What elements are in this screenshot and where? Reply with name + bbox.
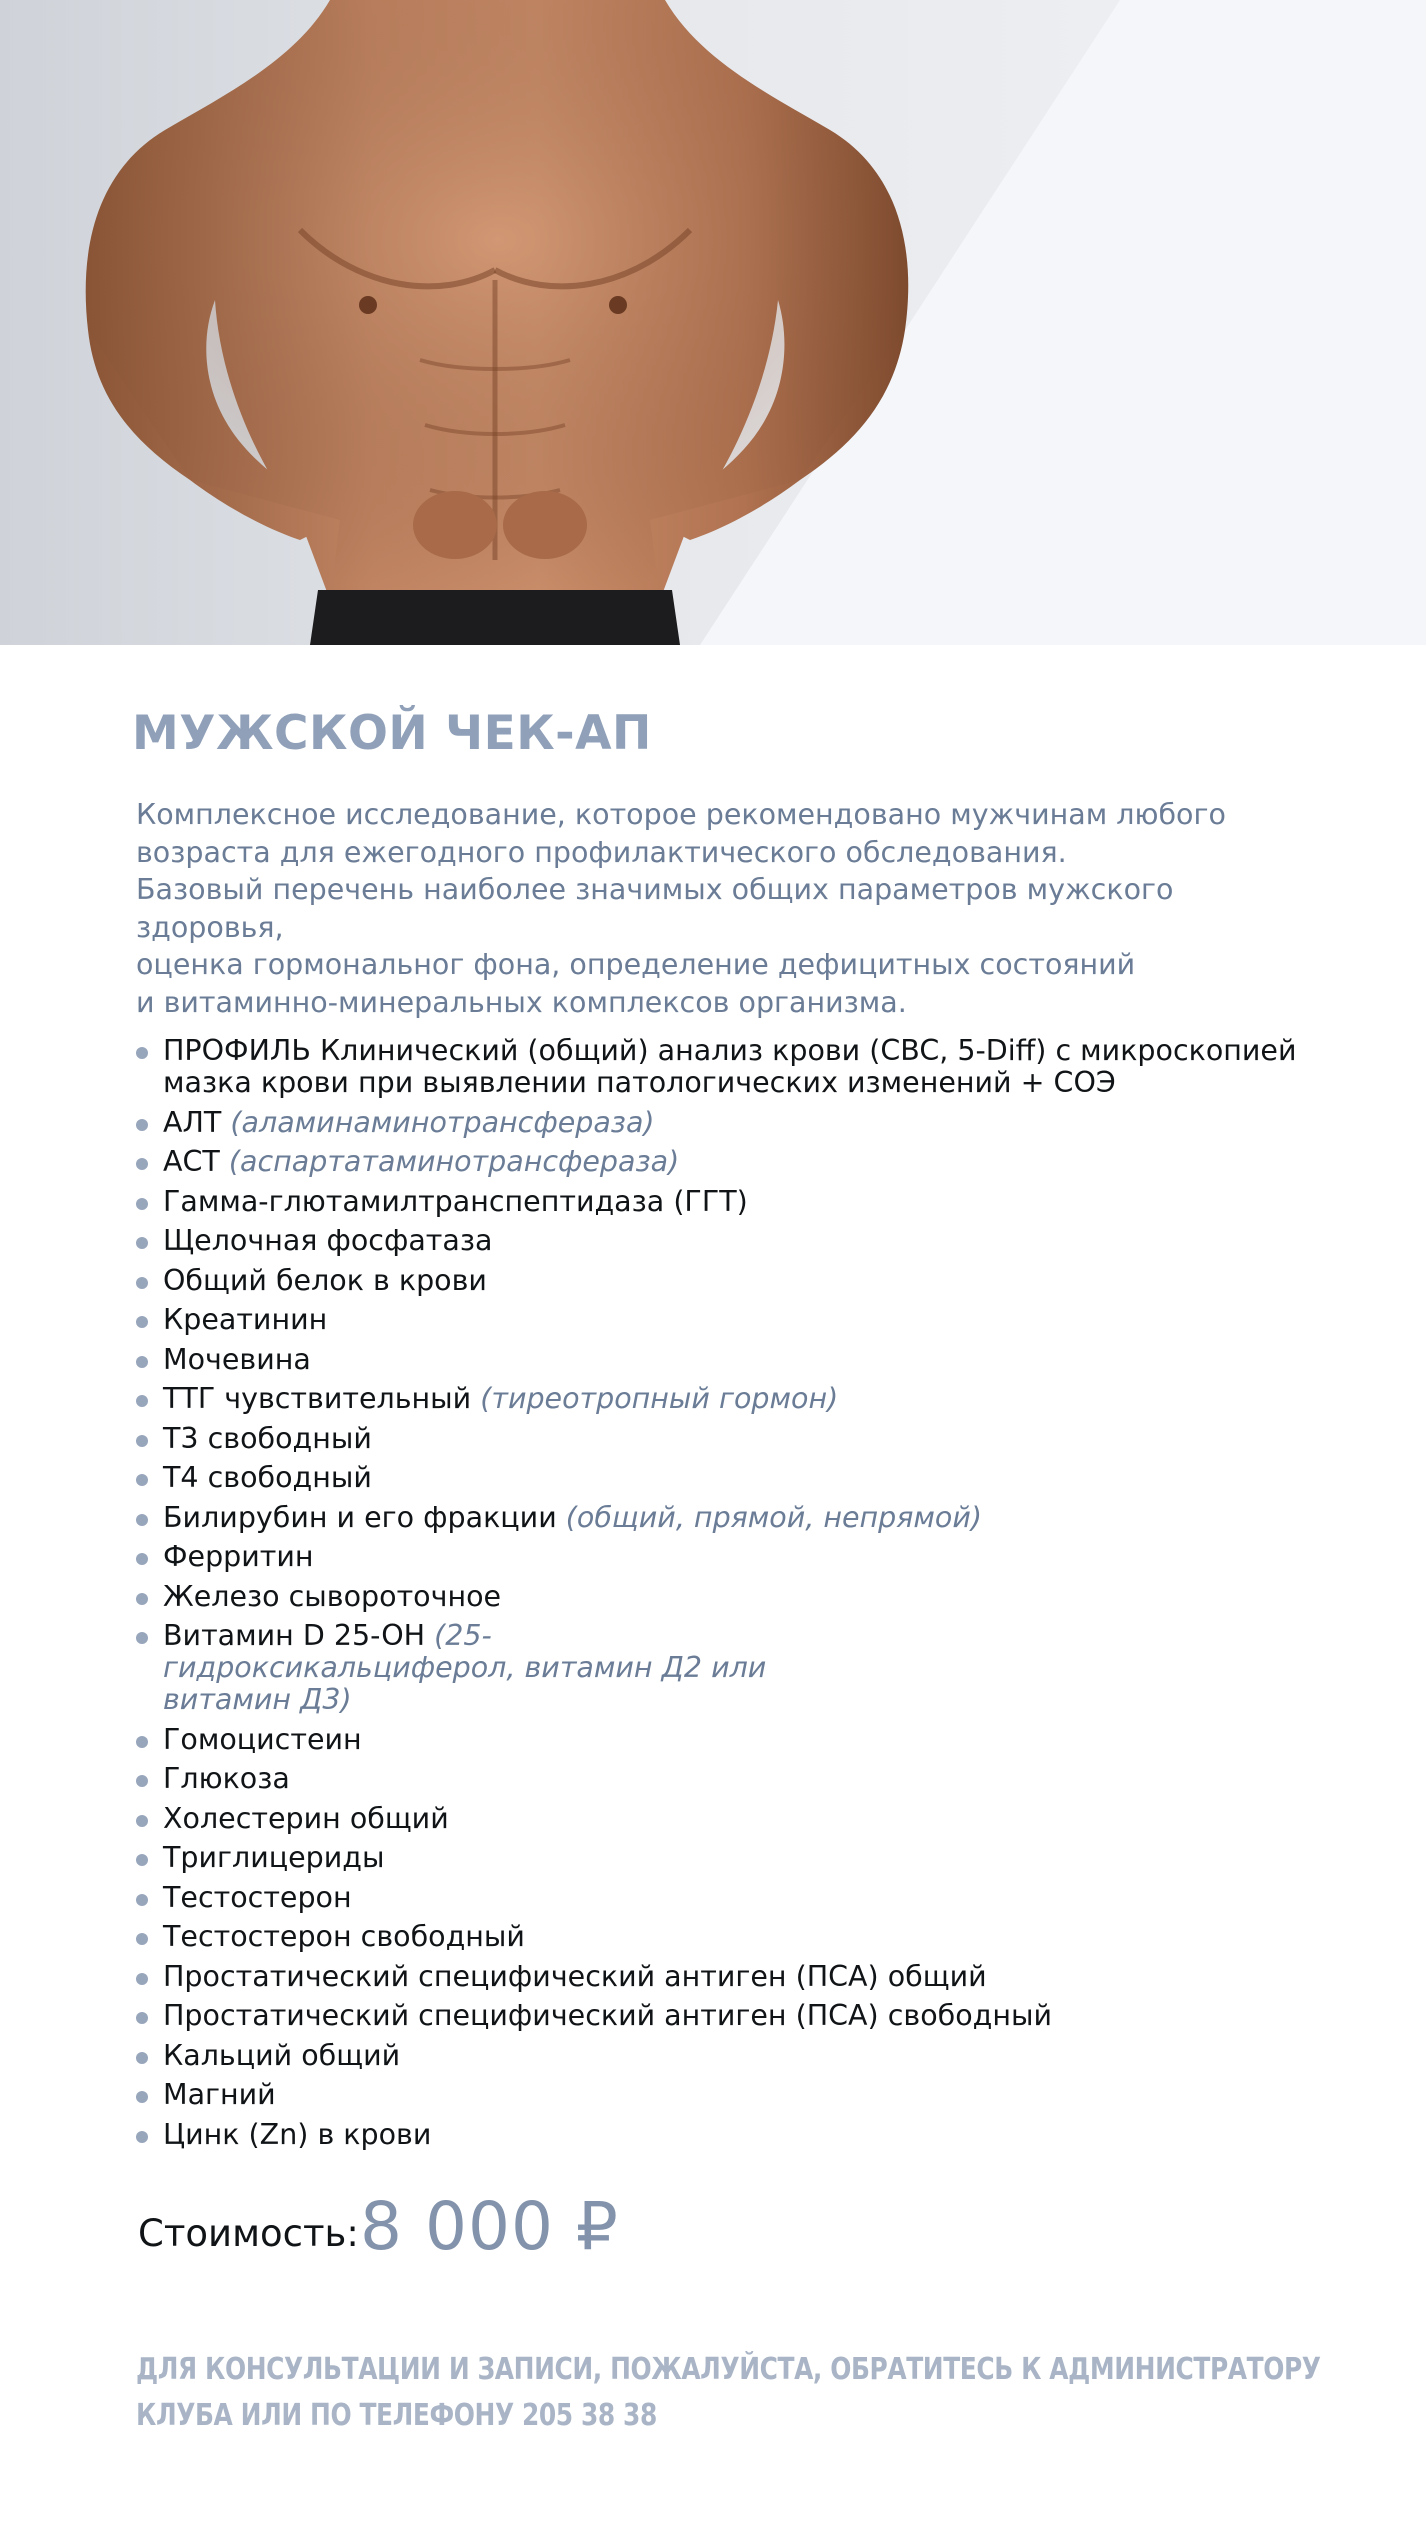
analysis-item bbox=[136, 1502, 1336, 1534]
analysis-list bbox=[136, 1035, 1336, 2158]
analysis-name: Глюкоза bbox=[163, 1762, 290, 1795]
analysis-item bbox=[136, 2040, 1336, 2072]
analysis-name: Железо сывороточное bbox=[163, 1579, 502, 1613]
analysis-name: Мочевина bbox=[163, 1342, 311, 1376]
analysis-item bbox=[136, 1541, 1336, 1573]
analysis-name: Холестерин общий bbox=[163, 1801, 449, 1835]
analysis-name: Триглицериды bbox=[163, 1841, 385, 1874]
analysis-name: Т4 свободный bbox=[163, 1461, 372, 1494]
intro-description bbox=[136, 796, 1316, 1021]
analysis-name: Общий белок в крови bbox=[163, 1263, 487, 1297]
analysis-name: Цинк (Zn) в крови bbox=[163, 2117, 432, 2151]
analysis-note: (тиреотропный гормон) bbox=[480, 1382, 839, 1415]
analysis-item bbox=[136, 1186, 1336, 1218]
analysis-item bbox=[136, 1882, 1336, 1914]
analysis-item bbox=[136, 1344, 1336, 1376]
analysis-item bbox=[136, 1724, 1336, 1756]
analysis-item bbox=[136, 1620, 843, 1716]
analysis-item bbox=[136, 1035, 1336, 1099]
analysis-item bbox=[136, 2119, 1336, 2151]
contact-footer bbox=[136, 2347, 1321, 2439]
intro-line: возраста для ежегодного профилактического обследования. bbox=[136, 835, 1067, 869]
intro-line: Базовый перечень наиболее значимых общих параметров мужского здоровья, bbox=[136, 873, 1174, 944]
analysis-name: Простатический специфический антиген (ПСА) общий bbox=[163, 1959, 987, 1993]
analysis-name: Ферритин bbox=[163, 1540, 314, 1573]
analysis-name: Простатический специфический антиген (ПСА) свободный bbox=[163, 1999, 1053, 2032]
analysis-name: Гомоцистеин bbox=[163, 1722, 362, 1756]
analysis-name: Билирубин и его фракции bbox=[163, 1500, 557, 1534]
analysis-item bbox=[136, 1225, 1336, 1257]
footer-line: ДЛЯ КОНСУЛЬТАЦИИ И ЗАПИСИ, ПОЖАЛУЙСТА, ОБРАТИТЕСЬ К АДМИНИСТРАТОРУ bbox=[136, 2352, 1321, 2387]
analysis-item bbox=[136, 1763, 1336, 1795]
analysis-name: Гамма-глютамилтранспептидаза (ГГТ) bbox=[163, 1184, 748, 1218]
analysis-name: ПРОФИЛЬ Клинический (общий) анализ крови (CBC, 5-Diff) с микроскопией мазка крови при выявлении патологических изменений + СОЭ bbox=[163, 1034, 1297, 1099]
analysis-name: Т3 свободный bbox=[163, 1421, 372, 1455]
analysis-item bbox=[136, 2079, 1336, 2111]
analysis-item bbox=[136, 1383, 1336, 1415]
analysis-item bbox=[136, 1842, 1336, 1874]
analysis-item bbox=[136, 1304, 1336, 1336]
intro-line: оценка гормональног фона, определение дефицитных состояний bbox=[136, 948, 1136, 981]
analysis-item bbox=[136, 1462, 1336, 1494]
page-title: МУЖСКОЙ ЧЕК-АП bbox=[132, 706, 652, 761]
analysis-item bbox=[136, 1107, 1336, 1139]
intro-line: и витаминно-минеральных комплексов организма. bbox=[136, 985, 907, 1019]
analysis-item bbox=[136, 1921, 1336, 1953]
analysis-name: Тестостерон bbox=[163, 1880, 352, 1914]
analysis-name: ТТГ чувствительный bbox=[163, 1382, 472, 1415]
muscular-torso-illustration bbox=[0, 0, 1426, 645]
analysis-item bbox=[136, 1146, 1336, 1178]
analysis-item bbox=[136, 2000, 1336, 2032]
analysis-item bbox=[136, 1803, 1336, 1835]
analysis-name: Кальций общий bbox=[163, 2038, 401, 2072]
hero-photo bbox=[0, 0, 1426, 645]
analysis-name: Витамин D 25-OH bbox=[163, 1619, 426, 1652]
analysis-name: АСТ bbox=[163, 1145, 220, 1178]
analysis-item bbox=[136, 1423, 1336, 1455]
analysis-item bbox=[136, 1961, 1336, 1993]
analysis-name: Щелочная фосфатаза bbox=[163, 1224, 493, 1257]
analysis-name: АЛТ bbox=[163, 1105, 222, 1139]
intro-line: Комплексное исследование, которое рекомендовано мужчинам любого bbox=[136, 798, 1226, 831]
price-label: Стоимость: bbox=[138, 2212, 359, 2255]
footer-line: КЛУБА ИЛИ ПО ТЕЛЕФОНУ 205 38 38 bbox=[136, 2398, 657, 2433]
analysis-item bbox=[136, 1581, 1336, 1613]
price-value: 8 000 ₽ bbox=[360, 2188, 619, 2265]
analysis-name: Магний bbox=[163, 2078, 276, 2111]
analysis-note: (аламинаминотрансфераза) bbox=[230, 1105, 655, 1139]
analysis-name: Креатинин bbox=[163, 1303, 328, 1336]
analysis-item bbox=[136, 1265, 1336, 1297]
analysis-note: (общий, прямой, непрямой) bbox=[565, 1500, 982, 1534]
analysis-name: Тестостерон свободный bbox=[163, 1920, 525, 1953]
analysis-note: (25-гидроксикальциферол, витамин Д2 или витамин Д3) bbox=[163, 1619, 767, 1716]
analysis-note: (аспартатаминотрансфераза) bbox=[228, 1145, 680, 1178]
